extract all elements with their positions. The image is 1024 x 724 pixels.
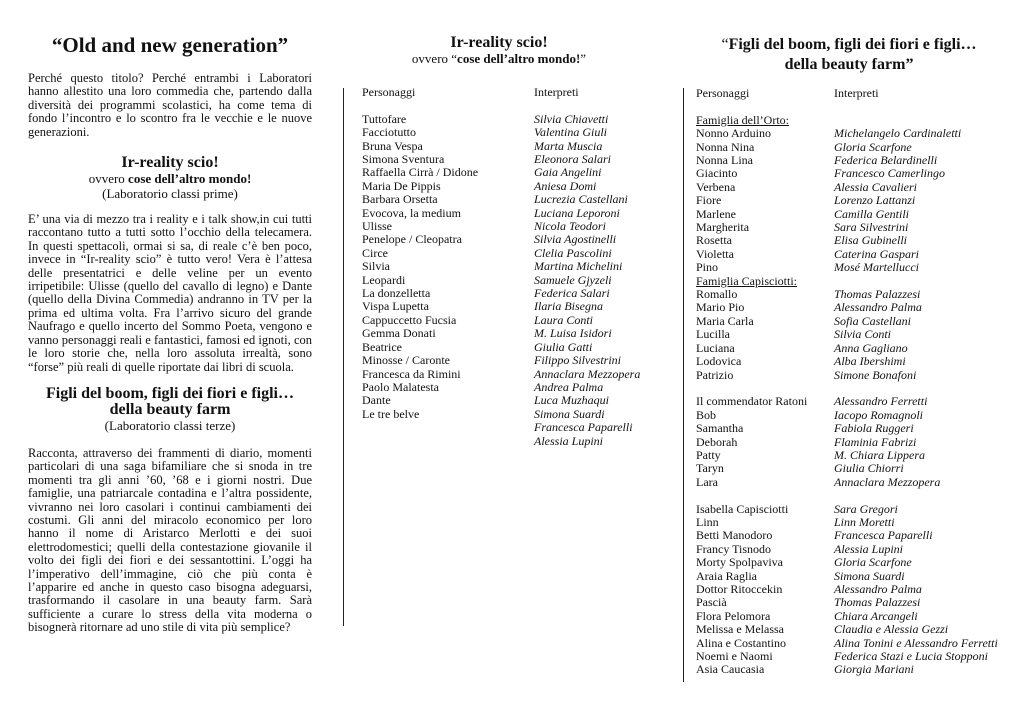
actor-name: Claudia e Alessia Gezzi — [834, 622, 949, 637]
cast-row — [696, 301, 998, 314]
actor-name: Alessandro Palma — [834, 300, 922, 315]
cast-row — [696, 208, 998, 221]
actor-name: Marta Muscia — [534, 138, 603, 153]
actor-name: Nicola Teodori — [534, 219, 606, 234]
actor-name: Alina Tonini e Alessandro Ferretti — [834, 635, 998, 650]
character-name: Facciotutto — [362, 125, 416, 140]
actor-name: Linn Moretti — [834, 514, 895, 529]
character-name: Dante — [362, 393, 391, 408]
actor-name: Giulia Gatti — [534, 339, 593, 354]
subtitle-prefix: ovvero — [88, 171, 129, 187]
character-name: Asia Caucasia — [696, 662, 765, 677]
actor-name: Federica Salari — [534, 286, 610, 301]
actor-name — [834, 489, 998, 502]
character-name: Luciana — [696, 340, 735, 355]
cast-row — [362, 394, 640, 407]
actor-name: Lorenzo Lattanzi — [834, 193, 916, 208]
character-name: Raffaella Cirrà / Didone — [362, 165, 479, 180]
character-name: Pino — [696, 260, 719, 275]
subtitle-bold: cose dell’altro mondo! — [128, 171, 252, 187]
cast-row — [696, 342, 998, 355]
actor-name — [534, 99, 640, 112]
character-name: Samantha — [696, 421, 744, 436]
actor-name: Gloria Scarfone — [834, 139, 912, 154]
cast-row — [362, 207, 640, 220]
character-name: Circe — [362, 245, 388, 260]
cast-row — [362, 368, 640, 381]
subtitle-bold: cose dell’altro mondo! — [457, 51, 581, 66]
column-irreality-cast — [344, 0, 674, 448]
actor-name: Caterina Gaspari — [834, 246, 920, 261]
character-name: Noemi e Naomi — [696, 649, 773, 664]
column-intro — [28, 0, 312, 635]
cast-row — [696, 489, 998, 502]
character-name — [362, 435, 534, 448]
cast-row — [696, 422, 998, 435]
actor-name: Aniesa Domi — [534, 178, 597, 193]
actor-name: Laura Conti — [534, 312, 594, 327]
character-name: Melissa e Melassa — [696, 622, 784, 637]
character-name: Giacinto — [696, 166, 738, 181]
header-actors: Interpreti — [834, 86, 879, 100]
cast-row — [362, 314, 640, 327]
cast-row — [696, 543, 998, 556]
cast-row — [362, 99, 640, 112]
actor-name: Chiara Arcangeli — [834, 608, 918, 623]
actor-name: Luciana Leporoni — [534, 205, 620, 220]
section-subtitle-irreality — [28, 171, 312, 186]
cast-row — [696, 503, 998, 516]
cast-row — [696, 167, 998, 180]
character-name: Minosse / Caronte — [362, 353, 450, 368]
intro-paragraph: Perché questo titolo? Perché entrambi i Laboratori hanno allestito una loro commedia che, partendo dalla diversità dei programmi scolastici, ha come tema di fondo l’incontro e lo scontro fra le vecchie e le nuove generazioni. — [28, 71, 312, 139]
character-name: Deborah — [696, 434, 738, 449]
cast-row — [696, 610, 998, 623]
actor-name: Andrea Palma — [534, 379, 604, 394]
character-name: Fiore — [696, 193, 722, 208]
actor-name: Alessia Lupini — [534, 433, 604, 448]
actor-name: Sofia Castellani — [834, 313, 912, 328]
character-name: Flora Pelomora — [696, 608, 771, 623]
cast-row — [696, 570, 998, 583]
cast-header — [696, 87, 998, 100]
cast-row — [362, 193, 640, 206]
cast-row — [362, 354, 640, 367]
actor-name: Anna Gagliano — [834, 340, 908, 355]
cast-row — [696, 234, 998, 247]
character-name: Araia Raglia — [696, 568, 757, 583]
character-name: Patty — [696, 447, 721, 462]
actor-name: Valentina Giuli — [534, 125, 607, 140]
cast-row — [362, 274, 640, 287]
actor-name: Thomas Palazzesi — [834, 595, 921, 610]
character-name: Tuttofare — [362, 111, 407, 126]
character-name: Simona Sventura — [362, 152, 445, 167]
actor-name: Martina Michelini — [534, 259, 623, 274]
cast-row — [696, 100, 998, 113]
actor-name — [834, 382, 998, 395]
actor-name: Eleonora Salari — [534, 152, 611, 167]
character-name: Marlene — [696, 206, 736, 221]
character-name — [696, 100, 834, 113]
cast-row — [696, 556, 998, 569]
title-line-2: della beauty farm” — [784, 56, 914, 73]
cast-row — [696, 583, 998, 596]
cast-row — [362, 180, 640, 193]
cast-row — [696, 436, 998, 449]
cast-row — [696, 141, 998, 154]
character-name: Francy Tisnodo — [696, 541, 772, 556]
character-name: Ulisse — [362, 219, 392, 234]
cast-row — [362, 260, 640, 273]
character-name: Lodovica — [696, 354, 742, 369]
actor-name: Simona Suardi — [534, 406, 605, 421]
cast-row — [362, 421, 640, 434]
character-name: Mario Pio — [696, 300, 745, 315]
character-name: Francesca da Rimini — [362, 366, 461, 381]
character-name: Maria De Pippis — [362, 178, 441, 193]
actor-name: Annaclara Mezzopera — [834, 474, 941, 489]
cast-row — [696, 637, 998, 650]
cast-row — [696, 529, 998, 542]
character-name: Famiglia dell’Orto: — [696, 112, 789, 127]
section-title-figli-2: della beauty farm — [109, 400, 231, 418]
character-name: Lucilla — [696, 327, 730, 342]
actor-name: Elisa Gubinelli — [834, 233, 907, 248]
actor-name: Samuele Gjyzeli — [534, 272, 612, 287]
character-name — [696, 382, 834, 395]
actor-name: Giorgia Mariani — [834, 662, 914, 677]
actor-name: Sara Gregori — [834, 501, 898, 516]
figli-description: Racconta, attraverso dei frammenti di diario, momenti particolari di una saga bifamiliare che si snoda in tre momenti tra gli anni ’60, ’68 e i giorni nostri. Due famiglie, una patriarcale contadina e l’altra possidente, vivranno nei loro casolari i continui cambiamenti dei costumi. Gli anni del miracolo economico per loro hanno il nome di Aristarco Merlotti e dei suoi elettrodomestici; quelli della contestazione giovanile il volto dei figli dei fiori e dei sessantottini. L’oggi ha l’imperativo dell’immagine, ciò che più conta è l’apparire ed anche in questo caso bisogna adeguarsi, trasformando il casolare in una beauty farm. Sarà sufficiente a curare lo stress della vita moderna o bisognerà ritornare ad uno stile di vita più semplice? — [28, 445, 312, 635]
actor-name: Alessia Cavalieri — [834, 179, 917, 194]
header-actors: Interpreti — [534, 85, 579, 99]
character-name: Verbena — [696, 179, 736, 194]
character-name: Nonna Nina — [696, 139, 755, 154]
actor-name: Mosé Martellucci — [834, 260, 919, 275]
column-figli-cast — [684, 0, 1014, 677]
title-open-quote: “ — [721, 36, 729, 53]
character-name: La donzelletta — [362, 286, 431, 301]
actor-name: Giulia Chiorri — [834, 461, 904, 476]
actor-name: Ilaria Bisegna — [534, 299, 603, 314]
cast-row — [696, 275, 998, 288]
section-title-figli-1: Figli del boom, figli dei fiori e figli… — [46, 384, 294, 402]
character-name: Barbara Orsetta — [362, 192, 438, 207]
actor-name — [834, 100, 998, 113]
cast-row — [362, 341, 640, 354]
cast-row — [696, 355, 998, 368]
cast-row — [696, 248, 998, 261]
cast-header — [362, 86, 640, 99]
actor-name: Thomas Palazzesi — [834, 287, 921, 302]
actor-name: Silvia Chiavetti — [534, 111, 609, 126]
cast-row — [362, 300, 640, 313]
actor-name: Iacopo Romagnoli — [834, 407, 923, 422]
cast-table-figli — [696, 87, 998, 677]
cast-row — [362, 327, 640, 340]
header-characters: Personaggi — [362, 85, 416, 99]
character-name — [696, 489, 834, 502]
cast-row — [696, 315, 998, 328]
cast-row — [696, 288, 998, 301]
character-name: Leopardi — [362, 272, 406, 287]
cast-row — [362, 140, 640, 153]
character-name: Linn — [696, 514, 719, 529]
actor-name: Silvia Conti — [834, 327, 891, 342]
cast-row — [362, 153, 640, 166]
character-name: Patrizio — [696, 367, 734, 382]
actor-name: Filippo Silvestrini — [534, 353, 621, 368]
character-name: Dottor Ritoccekin — [696, 581, 783, 596]
character-name: Silvia — [362, 259, 391, 274]
character-name: Vispa Lupetta — [362, 299, 429, 314]
actor-name: Luca Muzhaqui — [534, 393, 609, 408]
actor-name: M. Chiara Lippera — [834, 447, 926, 462]
character-name: Taryn — [696, 461, 724, 476]
character-name: Le tre belve — [362, 406, 420, 421]
character-name: Betti Manodoro — [696, 528, 773, 543]
lab-label-prime: (Laboratorio classi prime) — [102, 186, 238, 202]
character-name: Nonno Arduino — [696, 126, 771, 141]
actor-name: Gloria Scarfone — [834, 555, 912, 570]
actor-name: Simone Bonafoni — [834, 367, 917, 382]
cast-row — [696, 127, 998, 140]
cast-title-irreality: Ir-reality scio! — [450, 34, 548, 51]
actor-name: Federica Belardinelli — [834, 153, 938, 168]
cast-row — [696, 181, 998, 194]
cast-row — [362, 166, 640, 179]
actor-name: Camilla Gentili — [834, 206, 909, 221]
character-name: Beatrice — [362, 339, 402, 354]
character-name: Violetta — [696, 246, 734, 261]
cast-row — [696, 395, 998, 408]
irreality-description: E’ una via di mezzo tra i reality e i talk show,in cui tutti raccontano tutto a tutti sotto l’occhio della telecamera. In questi spettacoli, ormai si sa, di reale c’è ben poco, invece in “Ir-reality scio” è tutto vero! Vera è l’attesa delle presentatrici e delle veline per un evento irripetibile: Ulisse (quello del cavallo di legno) e Dante (quello della Divina Commedia) andranno in TV per la prima ed ultima volta. Fra l’arrivo sicuro del grande Naufrago e quello incerto del Sommo Poeta, vengono e vanno personaggi reali e fantastici, famosi ed ignoti, con le loro storie che, nella loro assoluta irrealtà, sono “forse” più reali di quelle riportate dai libri di scuola. — [28, 212, 312, 374]
cast-title-figli — [684, 35, 1014, 75]
cast-row — [696, 623, 998, 636]
actor-name: Francesco Camerlingo — [834, 166, 945, 181]
cast-row — [362, 220, 640, 233]
cast-row — [696, 650, 998, 663]
actor-name: Alessandro Ferretti — [834, 394, 928, 409]
actor-name: Francesca Paparelli — [834, 528, 933, 543]
character-name: Pascià — [696, 595, 727, 610]
character-name: Lara — [696, 474, 718, 489]
cast-row — [696, 516, 998, 529]
character-name: Gemma Donati — [362, 326, 436, 341]
character-name — [362, 99, 534, 112]
character-name: Penelope / Cleopatra — [362, 232, 462, 247]
cast-row — [362, 126, 640, 139]
cast-row — [696, 476, 998, 489]
cast-row — [696, 194, 998, 207]
cast-row — [362, 435, 640, 448]
actor-name — [834, 275, 998, 288]
subtitle-suffix: ” — [580, 51, 587, 66]
subtitle-prefix: ovvero “ — [411, 51, 458, 66]
actor-name: M. Luisa Isidori — [534, 326, 612, 341]
actor-name: Flaminia Fabrizi — [834, 434, 917, 449]
actor-name: Alba Ibershimi — [834, 354, 906, 369]
character-name: Cappuccetto Fucsia — [362, 312, 457, 327]
actor-name: Simona Suardi — [834, 568, 905, 583]
actor-name: Michelangelo Cardinaletti — [834, 126, 962, 141]
cast-row — [362, 233, 640, 246]
character-name — [362, 421, 534, 434]
character-name: Evocova, la medium — [362, 205, 461, 220]
cast-row — [362, 247, 640, 260]
cast-table-irreality — [362, 86, 640, 448]
cast-row — [696, 261, 998, 274]
actor-name: Lucrezia Castellani — [534, 192, 628, 207]
character-name: Il commendator Ratoni — [696, 394, 808, 409]
header-characters: Personaggi — [696, 86, 750, 100]
character-name: Nonna Lina — [696, 153, 753, 168]
character-name: Maria Carla — [696, 313, 754, 328]
cast-row — [696, 154, 998, 167]
title-line-1: Figli del boom, figli dei fiori e figli… — [728, 36, 977, 53]
actor-name: Gaia Angelini — [534, 165, 602, 180]
actor-name: Francesca Paparelli — [534, 420, 633, 435]
character-name: Romallo — [696, 287, 738, 302]
cast-subtitle-irreality — [324, 51, 674, 66]
actor-name: Annaclara Mezzopera — [534, 366, 641, 381]
cast-row — [362, 287, 640, 300]
character-name: Rosetta — [696, 233, 732, 248]
cast-row — [696, 596, 998, 609]
actor-name: Sara Silvestrini — [834, 220, 909, 235]
actor-name: Alessandro Palma — [834, 581, 922, 596]
character-name: Margherita — [696, 220, 750, 235]
cast-row — [362, 381, 640, 394]
character-name: Bob — [696, 407, 717, 422]
section-title-irreality: Ir-reality scio! — [121, 154, 219, 172]
cast-row — [696, 328, 998, 341]
actor-name: Federica Stazi e Lucia Stopponi — [834, 649, 988, 664]
actor-name: Alessia Lupini — [834, 541, 904, 556]
actor-name: Fabiola Ruggeri — [834, 421, 914, 436]
cast-row — [362, 113, 640, 126]
cast-row — [696, 409, 998, 422]
cast-row — [696, 114, 998, 127]
actor-name: Silvia Agostinelli — [534, 232, 617, 247]
character-name: Famiglia Capisciotti: — [696, 273, 797, 288]
cast-row — [696, 663, 998, 676]
character-name: Paolo Malatesta — [362, 379, 439, 394]
character-name: Alina e Costantino — [696, 635, 786, 650]
cast-row — [696, 221, 998, 234]
actor-name — [834, 114, 998, 127]
lab-label-terze: (Laboratorio classi terze) — [104, 417, 236, 433]
cast-row — [696, 369, 998, 382]
character-name: Morty Spolpaviva — [696, 555, 783, 570]
cast-row — [696, 462, 998, 475]
cast-row — [696, 449, 998, 462]
actor-name: Clelia Pascolini — [534, 245, 612, 260]
character-name: Bruna Vespa — [362, 138, 423, 153]
cast-row — [362, 408, 640, 421]
page-title: “Old and new generation” — [51, 33, 289, 57]
cast-row — [696, 382, 998, 395]
character-name: Isabella Capisciotti — [696, 501, 789, 516]
